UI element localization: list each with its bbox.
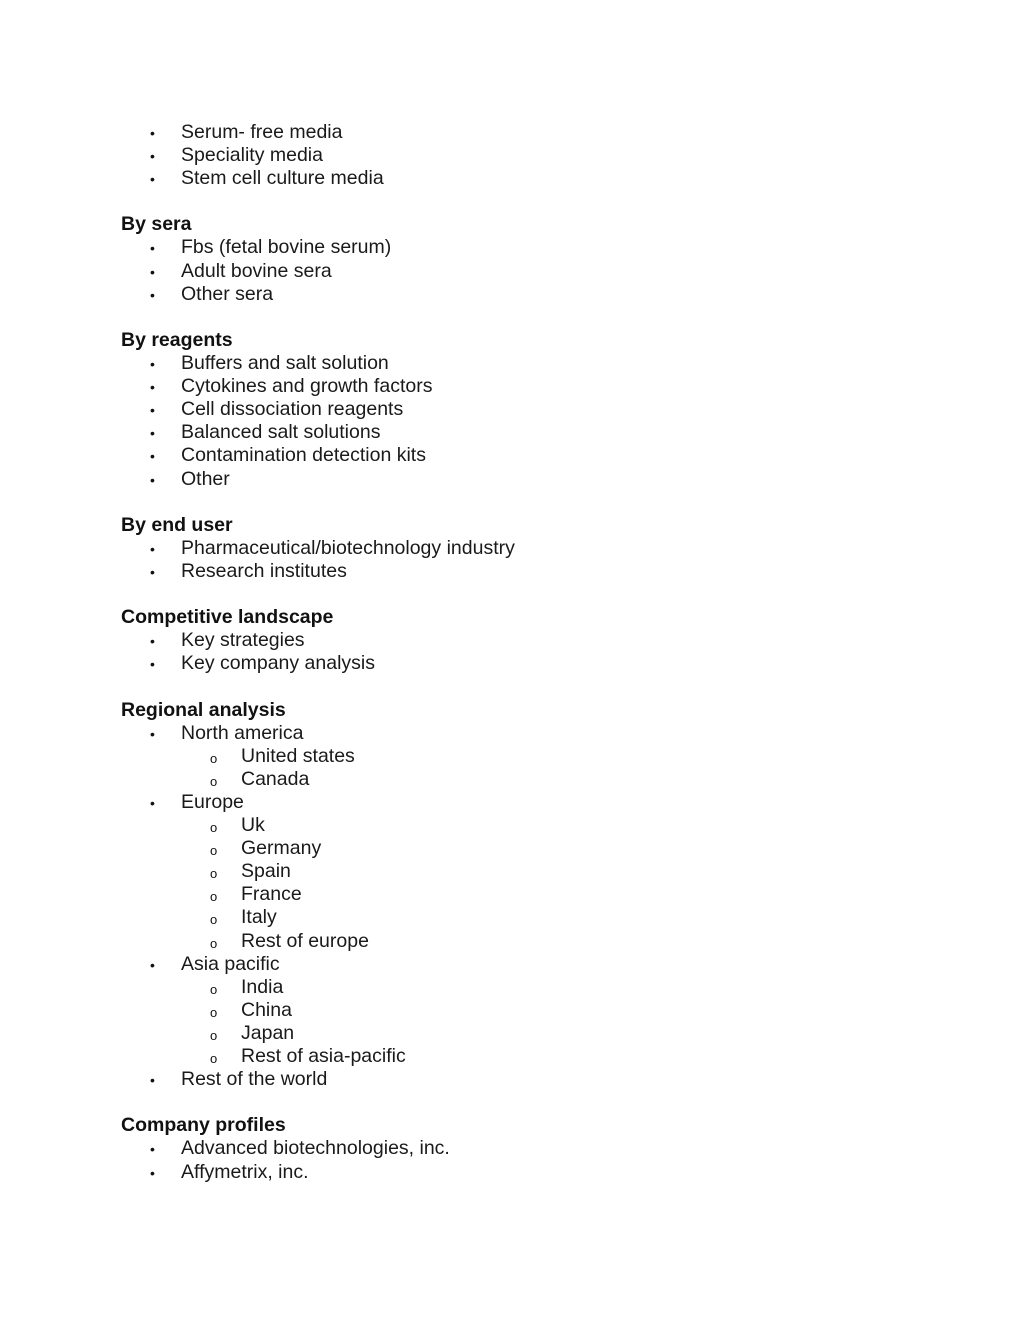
bullet-icon: •	[150, 1165, 155, 1181]
list-item: Pharmaceutical/biotechnology industry	[181, 537, 515, 559]
sub-bullet-icon: o	[210, 820, 218, 835]
list-item: Buffers and salt solution	[181, 352, 389, 374]
list-item: Balanced salt solutions	[181, 421, 381, 443]
bullet-icon: •	[150, 148, 155, 164]
section-heading: Company profiles	[121, 1114, 286, 1136]
list-item: Adult bovine sera	[181, 260, 332, 282]
bullet-icon: •	[150, 125, 155, 141]
bullet-icon: •	[150, 1141, 155, 1157]
bullet-icon: •	[150, 564, 155, 580]
bullet-icon: •	[150, 541, 155, 557]
sub-list-item: Rest of asia-pacific	[241, 1045, 406, 1067]
sub-bullet-icon: o	[210, 1051, 218, 1066]
list-item: Key strategies	[181, 629, 305, 651]
sub-bullet-icon: o	[210, 751, 218, 766]
section-heading: Competitive landscape	[121, 606, 334, 628]
list-item: Other	[181, 468, 230, 490]
bullet-icon: •	[150, 171, 155, 187]
bullet-icon: •	[150, 287, 155, 303]
sub-bullet-icon: o	[210, 843, 218, 858]
list-item: North america	[181, 722, 304, 744]
section-heading: Regional analysis	[121, 699, 286, 721]
sub-list-item: United states	[241, 745, 355, 767]
sub-list-item: Italy	[241, 906, 277, 928]
bullet-icon: •	[150, 240, 155, 256]
bullet-icon: •	[150, 656, 155, 672]
bullet-icon: •	[150, 795, 155, 811]
bullet-icon: •	[150, 726, 155, 742]
sub-list-item: Germany	[241, 837, 322, 859]
section-heading: By reagents	[121, 329, 233, 351]
list-item: Fbs (fetal bovine serum)	[181, 236, 392, 258]
sub-list-item: Uk	[241, 814, 265, 836]
list-item: Affymetrix, inc.	[181, 1161, 309, 1183]
list-item: Asia pacific	[181, 953, 280, 975]
sub-bullet-icon: o	[210, 889, 218, 904]
list-item: Key company analysis	[181, 652, 376, 674]
bullet-icon: •	[150, 356, 155, 372]
section-heading: By end user	[121, 514, 233, 536]
sub-list-item: China	[241, 999, 292, 1021]
sub-list-item: Canada	[241, 768, 310, 790]
sub-list-item: Japan	[241, 1022, 295, 1044]
bullet-icon: •	[150, 425, 155, 441]
list-item: Europe	[181, 791, 244, 813]
sub-bullet-icon: o	[210, 912, 218, 927]
list-item: Other sera	[181, 283, 274, 305]
bullet-icon: •	[150, 379, 155, 395]
sub-bullet-icon: o	[210, 936, 218, 951]
list-item: Research institutes	[181, 560, 347, 582]
sub-list-item: Spain	[241, 860, 291, 882]
list-item: Advanced biotechnologies, inc.	[181, 1137, 450, 1159]
bullet-icon: •	[150, 448, 155, 464]
list-item: Rest of the world	[181, 1068, 328, 1090]
sub-bullet-icon: o	[210, 866, 218, 881]
bullet-icon: •	[150, 402, 155, 418]
list-item: Stem cell culture media	[181, 167, 384, 189]
sub-bullet-icon: o	[210, 982, 218, 997]
sub-bullet-icon: o	[210, 1028, 218, 1043]
sub-list-item: France	[241, 883, 302, 905]
bullet-icon: •	[150, 957, 155, 973]
bullet-icon: •	[150, 264, 155, 280]
sub-bullet-icon: o	[210, 774, 218, 789]
sub-bullet-icon: o	[210, 1005, 218, 1020]
bullet-icon: •	[150, 633, 155, 649]
bullet-icon: •	[150, 1072, 155, 1088]
list-item: Cell dissociation reagents	[181, 398, 404, 420]
list-item: Cytokines and growth factors	[181, 375, 433, 397]
list-item: Contamination detection kits	[181, 444, 426, 466]
section-heading: By sera	[121, 213, 192, 235]
sub-list-item: India	[241, 976, 284, 998]
list-item: Speciality media	[181, 144, 323, 166]
sub-list-item: Rest of europe	[241, 930, 369, 952]
list-item: Serum- free media	[181, 121, 343, 143]
bullet-icon: •	[150, 472, 155, 488]
